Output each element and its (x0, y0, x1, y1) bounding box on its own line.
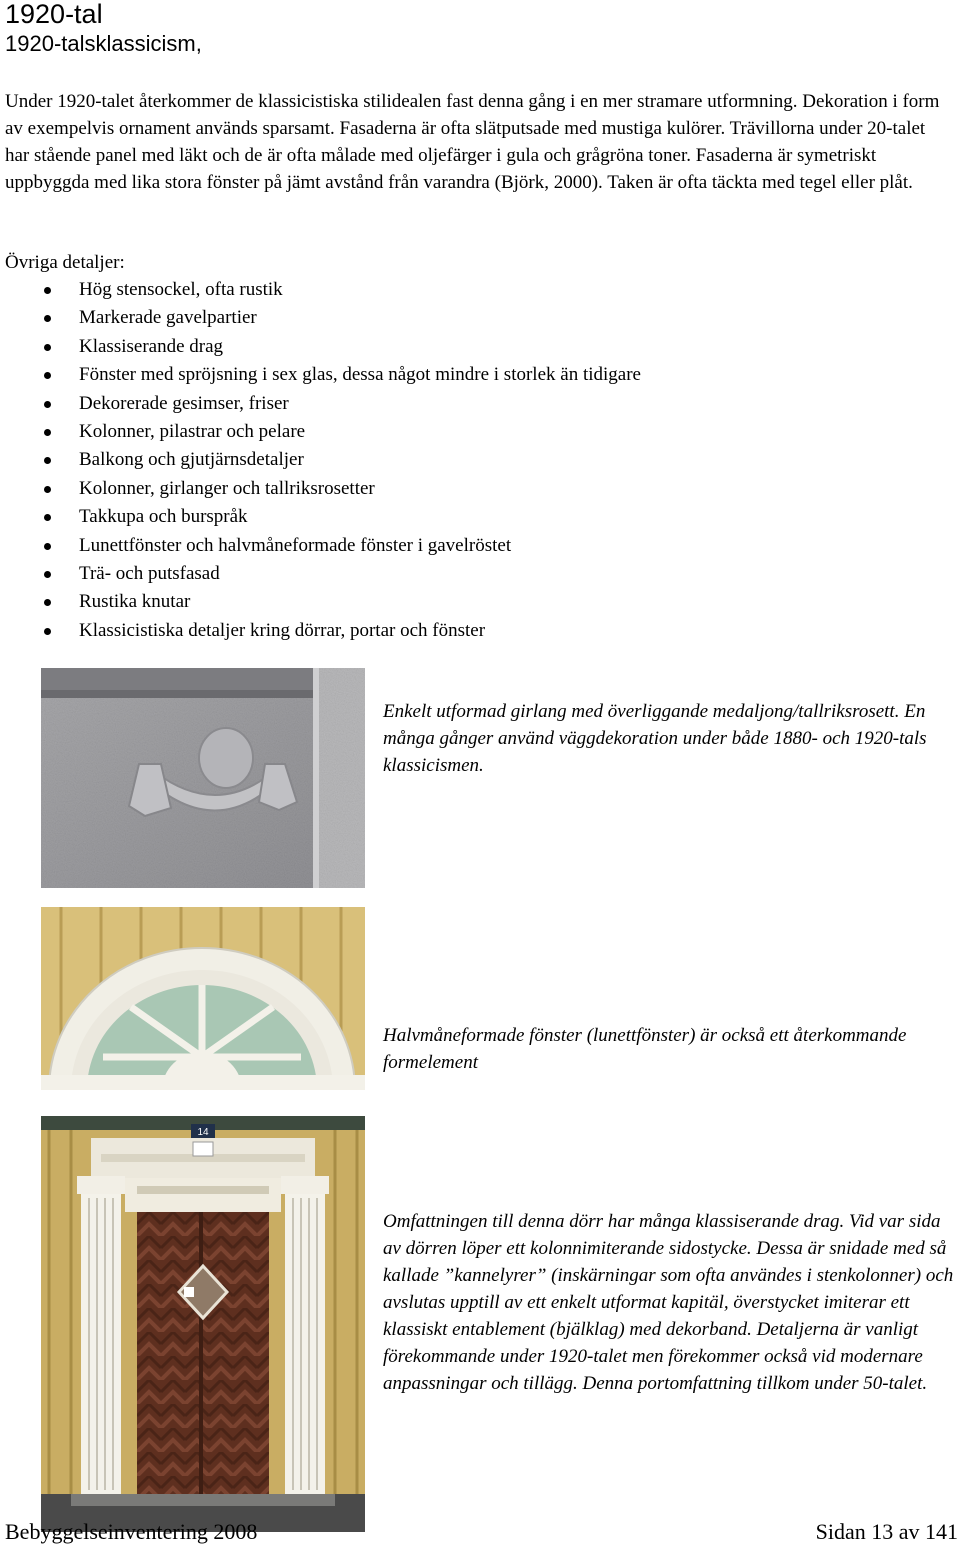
page-title: 1920-tal (5, 0, 103, 29)
details-label: Övriga detaljer: (5, 252, 125, 273)
list-item: Lunettfönster och halvmåneformade fönster i gavelröstet (0, 532, 641, 560)
details-list (0, 276, 641, 645)
garland-caption: Enkelt utformad girlang med överliggande medaljong/tallriksrosett. En många gånger använd väggdekoration under både 1880- och 1920-tals klassicismen. (383, 701, 927, 776)
bullet-icon (44, 571, 51, 578)
lunette-window-image (41, 907, 365, 1090)
garland-photo (41, 668, 365, 888)
bullet-icon (44, 429, 51, 436)
list-item: Dekorerade gesimser, friser (0, 390, 641, 418)
door-surround-image (41, 1116, 365, 1532)
door-photo (41, 1116, 365, 1532)
bullet-icon (44, 372, 51, 379)
lunette-caption: Halvmåneformade fönster (lunettfönster) är också ett återkommande formelement (383, 1025, 907, 1073)
bullet-icon (44, 287, 51, 294)
bullet-icon (44, 401, 51, 408)
bullet-icon (44, 486, 51, 493)
list-item: Hög stensockel, ofta rustik (0, 276, 641, 304)
list-item: Takkupa och burspråk (0, 503, 641, 531)
bullet-icon (44, 514, 51, 521)
list-item: Balkong och gjutjärnsdetaljer (0, 446, 641, 474)
bullet-icon (44, 457, 51, 464)
intro-paragraph: Under 1920-talet återkommer de klassicistiska stilidealen fast denna gång i en mer stramare utformning. Dekoration i form av exempelvis ornament används sparsamt. Fasaderna är ofta slätputsade med mustiga kulörer. Trävillorna under 20-talet har stående panel med läkt och de är ofta målade med oljefärger i gula och grågröna toner. Fasaderna är symetriskt uppbyggda med lika stora fönster på jämt avstånd från varandra (Björk, 2000). Taken är ofta täckta med tegel eller plåt. (5, 91, 940, 193)
bullet-icon (44, 628, 51, 635)
list-item: Trä- och putsfasad (0, 560, 641, 588)
list-item: Klassiserande drag (0, 333, 641, 361)
list-item: Kolonner, pilastrar och pelare (0, 418, 641, 446)
bullet-icon (44, 315, 51, 322)
bullet-icon (44, 344, 51, 351)
bullet-icon (44, 599, 51, 606)
door-number: 14 (197, 1127, 209, 1138)
list-item: Klassicistiska detaljer kring dörrar, portar och fönster (0, 617, 641, 645)
list-item: Markerade gavelpartier (0, 304, 641, 332)
list-item: Fönster med spröjsning i sex glas, dessa något mindre i storlek än tidigare (0, 361, 641, 389)
page-subtitle: 1920-talsklassicism, (5, 31, 202, 56)
lunette-window-photo (41, 907, 365, 1090)
list-item: Rustika knutar (0, 588, 641, 616)
garland-ornament-image (41, 668, 365, 888)
footer-page-number: Sidan 13 av 141 (815, 1519, 958, 1544)
bullet-icon (44, 543, 51, 550)
footer-document-title: Bebyggelseinventering 2008 (5, 1519, 258, 1544)
door-caption: Omfattningen till denna dörr har många klassiserande drag. Vid var sida av dörren löper ett kolonnimiterande sidostycke. Dessa är snidade med så kallade ”kannelyrer” (inskärningar som ofta användes i stenkolonner) och avslutas upptill av ett enkelt utformat kapitäl, överstycket imiterar ett klassiskt entablement (bjälklag) med dekorband. Detaljerna är vanligt förekommande under 1920-talet men förekommer också vid modernare anpassningar och tillägg. Denna portomfattning tillkom under 50-talet. (383, 1211, 954, 1394)
list-item: Kolonner, girlanger och tallriksrosetter (0, 475, 641, 503)
